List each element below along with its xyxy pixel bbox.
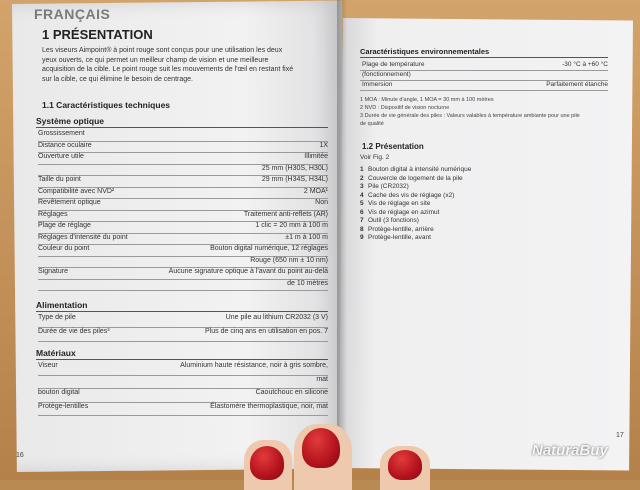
row-label: Ouverture utile <box>38 153 84 160</box>
page-number-right: 17 <box>616 432 624 439</box>
intro-line: yeux ouverts, ce qui permet un meilleur champ de vision et une meilleure <box>42 56 269 64</box>
part-label: Bouton digital à intensité numérique <box>368 166 472 173</box>
row-value: Bouton digital numérique, 12 réglages <box>210 245 328 252</box>
row-label: Signature <box>38 268 68 275</box>
parts-list-item <box>360 175 463 182</box>
table-row <box>38 165 328 177</box>
table-row <box>38 245 328 257</box>
row-label: (fonctionnement) <box>362 71 411 78</box>
row-value: de 10 mètres <box>287 279 328 287</box>
table-row <box>38 211 328 223</box>
book-gutter <box>337 0 347 480</box>
row-value: Illimitée <box>304 153 328 160</box>
row-value: Parfaitement étanche <box>546 81 608 88</box>
row-value: Aluminium haute résistance, noir à gris sombre, <box>180 362 328 369</box>
intro-line: Les viseurs Aimpoint® à point rouge sont conçus pour une utilisation les deux <box>42 47 283 54</box>
table-row <box>38 376 328 390</box>
row-label: Distance oculaire <box>38 141 92 149</box>
environment-section-title: Caractéristiques environnementales <box>360 47 608 58</box>
materials-section-title: Matériaux <box>36 348 328 360</box>
table-row <box>360 81 608 91</box>
footnote-line: 2 NVD : Dispositif de vision nocturne <box>360 105 450 111</box>
table-row <box>38 403 328 417</box>
chapter-title: 1 PRÉSENTATION <box>42 27 153 42</box>
table-row <box>38 188 328 200</box>
table-row <box>360 61 608 71</box>
part-number: 2 <box>360 174 364 182</box>
part-label: Couvercle de logement de la pile <box>368 174 463 182</box>
part-number: 6 <box>360 208 364 216</box>
part-number: 1 <box>360 166 364 173</box>
parts-list-item <box>360 166 471 173</box>
row-label: Compatibilité avec NVD² <box>38 187 115 195</box>
row-label: Viseur <box>38 362 58 369</box>
table-row <box>38 130 328 142</box>
table-row <box>38 268 328 280</box>
part-number: 4 <box>360 191 364 199</box>
watermark-logo: NaturaBuy <box>532 442 608 459</box>
intro-line: acquisition de la cible. Le point rouge suit les mouvements de l'œil en restant fixé <box>42 66 294 73</box>
row-label: Réglages <box>38 210 68 218</box>
table-row <box>38 234 328 246</box>
section-title-1-2: 1.2 Présentation <box>362 142 424 151</box>
fingernail <box>302 428 340 468</box>
table-row <box>38 153 328 165</box>
row-label: Couleur du point <box>38 245 90 252</box>
row-value: Aucune signature optique à l'avant du point au-delà <box>168 268 328 275</box>
part-label: Pile (CR2032) <box>368 183 409 190</box>
table-row <box>38 314 328 328</box>
table-row <box>38 257 328 269</box>
intro-paragraph <box>42 46 332 84</box>
fingernail <box>388 450 422 480</box>
row-value: Caoutchouc en silicone <box>255 389 328 396</box>
footnote-line: 1 MOA : Minute d'angle, 1 MOA = 30 mm à 100 mètres <box>360 97 494 103</box>
row-label: Grossissement <box>38 130 85 137</box>
table-row <box>38 222 328 234</box>
part-label: Protège-lentille, avant <box>368 234 431 241</box>
row-label: Type de pile <box>38 314 76 321</box>
part-number: 8 <box>360 225 364 233</box>
row-value: 1X <box>319 141 328 149</box>
part-number: 7 <box>360 217 364 224</box>
row-value: Non <box>315 199 328 206</box>
parts-list-item <box>360 217 419 224</box>
row-label: Immersion <box>362 81 393 88</box>
part-number: 5 <box>360 200 364 207</box>
row-label: Protège-lentilles <box>38 402 89 410</box>
parts-list-item <box>360 226 434 233</box>
parts-list-item <box>360 192 454 199</box>
table-row <box>38 328 328 342</box>
row-value: Traitement anti-reflets (AR) <box>243 210 328 218</box>
parts-list-item <box>360 183 409 190</box>
row-label: Réglages d'intensité du point <box>38 233 128 241</box>
row-value: Une pile au lithium CR2032 (3 V) <box>225 314 328 321</box>
row-label: Plage de température <box>362 61 425 68</box>
part-label: Protège-lentille, arrière <box>368 225 434 233</box>
part-number: 9 <box>360 234 364 241</box>
language-heading: FRANÇAIS <box>34 6 111 22</box>
part-label: Vis de réglage en azimut <box>368 208 440 216</box>
row-label: Revêtement optique <box>38 199 101 206</box>
table-row <box>360 71 608 81</box>
footnote-line: de qualité <box>360 121 384 127</box>
table-row <box>38 280 328 292</box>
row-label: Taille du point <box>38 176 81 183</box>
table-row <box>38 389 328 403</box>
row-value: 25 mm (H30S, H30L) <box>261 164 328 172</box>
row-value: mat <box>316 375 328 383</box>
row-value: Rouge (650 nm ± 10 nm) <box>250 256 328 264</box>
section-title-1-1: 1.1 Caractéristiques techniques <box>42 100 171 110</box>
part-label: Vis de réglage en site <box>368 200 431 207</box>
part-label: Cache des vis de réglage (x2) <box>368 191 455 199</box>
power-section-title: Alimentation <box>36 300 328 312</box>
row-value: Élastomère thermoplastique, noir, mat <box>210 402 328 410</box>
row-value: 1 clic = 20 mm à 100 m <box>255 222 328 229</box>
table-row <box>38 176 328 188</box>
optics-section-title: Système optique <box>36 116 328 128</box>
row-label: Durée de vie des piles³ <box>38 328 110 335</box>
fingernail <box>250 446 284 480</box>
row-label: bouton digital <box>38 389 80 396</box>
parts-list-item <box>360 200 430 207</box>
table-row <box>38 142 328 154</box>
part-label: Outil (3 fonctions) <box>368 217 419 224</box>
row-value: ±1 m à 100 m <box>285 233 328 241</box>
row-value: 29 mm (H34S, H34L) <box>261 176 328 183</box>
row-label: Plage de réglage <box>38 222 91 229</box>
footnote-line: 3 Durée de vie générale des piles : Valeurs valables à température ambiante pour une pile <box>360 113 580 119</box>
parts-list-item <box>360 209 439 216</box>
row-value: 2 MOA¹ <box>303 187 328 195</box>
row-value: Plus de cinq ans en utilisation en pos. 7 <box>205 328 328 335</box>
page-number-left: 16 <box>16 452 24 459</box>
see-figure-text: Voir Fig. 2 <box>360 154 390 161</box>
table-row <box>38 199 328 211</box>
parts-list-item <box>360 234 431 241</box>
intro-line: sur la cible, ce qui élimine le besoin de centrage. <box>42 75 193 83</box>
part-number: 3 <box>360 183 364 190</box>
row-value: -30 °C à +60 °C <box>562 61 608 68</box>
table-row <box>38 362 328 376</box>
